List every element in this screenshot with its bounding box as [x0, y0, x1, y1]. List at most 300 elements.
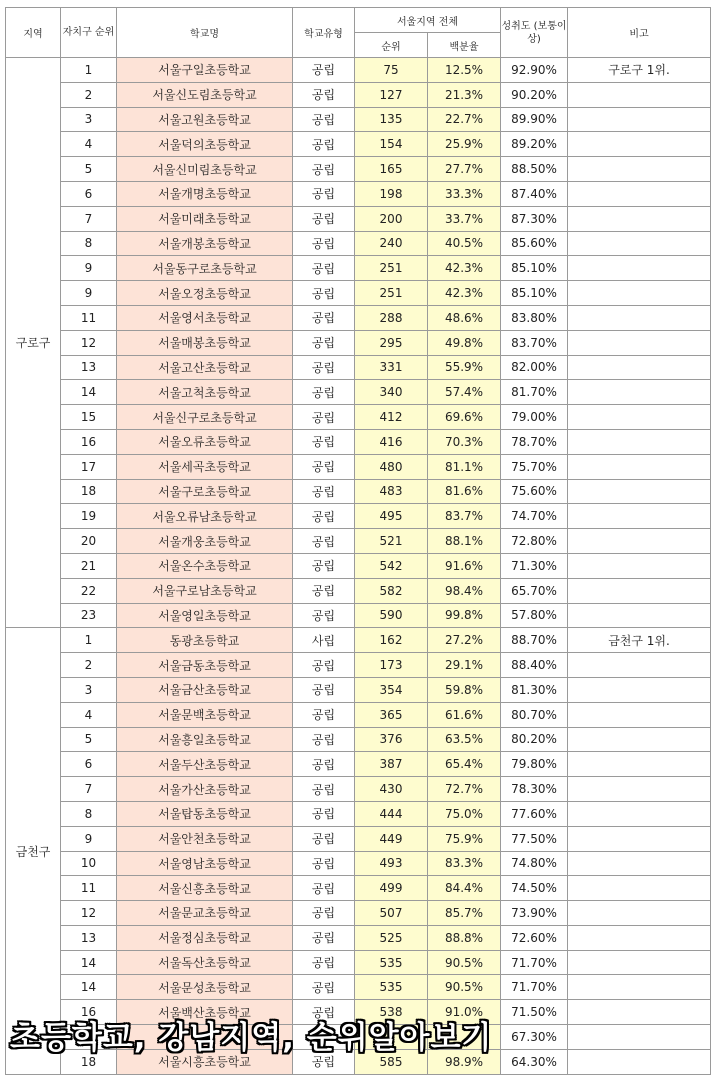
seoul-rank-cell: 387	[355, 752, 428, 777]
percentile-cell: 42.3%	[428, 256, 501, 281]
percentile-cell: 98.4%	[428, 578, 501, 603]
table-row	[6, 58, 711, 83]
achievement-cell: 71.30%	[501, 553, 568, 578]
school-type-cell: 공립	[293, 653, 355, 678]
note-cell	[568, 181, 711, 206]
seoul-rank-cell: 251	[355, 281, 428, 306]
school-name-cell: 서울금동초등학교	[117, 653, 293, 678]
percentile-cell: 27.2%	[428, 628, 501, 653]
table-row	[6, 801, 711, 826]
rank-cell: 4	[61, 132, 117, 157]
table-row	[6, 851, 711, 876]
school-name-cell: 서울개봉초등학교	[117, 231, 293, 256]
school-type-cell: 공립	[293, 876, 355, 901]
table-row	[6, 950, 711, 975]
percentile-cell: 57.4%	[428, 380, 501, 405]
seoul-rank-cell: 240	[355, 231, 428, 256]
rank-cell: 11	[61, 305, 117, 330]
table-row	[6, 925, 711, 950]
achievement-cell: 65.70%	[501, 578, 568, 603]
school-type-cell: 공립	[293, 330, 355, 355]
achievement-cell: 81.70%	[501, 380, 568, 405]
note-cell	[568, 305, 711, 330]
school-name-cell: 서울문성초등학교	[117, 975, 293, 1000]
note-cell	[568, 504, 711, 529]
rank-cell: 6	[61, 181, 117, 206]
percentile-cell: 88.1%	[428, 529, 501, 554]
note-cell	[568, 876, 711, 901]
rank-cell: 7	[61, 777, 117, 802]
school-type-cell: 공립	[293, 1000, 355, 1025]
rank-cell: 11	[61, 876, 117, 901]
seoul-rank-cell: 162	[355, 628, 428, 653]
note-cell	[568, 752, 711, 777]
percentile-cell: 42.3%	[428, 281, 501, 306]
table-row	[6, 206, 711, 231]
table-body	[6, 58, 711, 1075]
rank-cell: 9	[61, 256, 117, 281]
rank-cell: 2	[61, 82, 117, 107]
rank-cell: 14	[61, 975, 117, 1000]
note-cell	[568, 1000, 711, 1025]
percentile-cell: 33.3%	[428, 181, 501, 206]
achievement-cell: 75.70%	[501, 454, 568, 479]
achievement-cell: 82.00%	[501, 355, 568, 380]
achievement-cell: 88.40%	[501, 653, 568, 678]
school-type-cell: 공립	[293, 479, 355, 504]
school-name-cell: 동광초등학교	[117, 628, 293, 653]
note-cell	[568, 1049, 711, 1074]
table-row	[6, 727, 711, 752]
seoul-rank-cell: 585	[355, 1049, 428, 1074]
school-name-cell: 서울영남초등학교	[117, 851, 293, 876]
rank-cell: 20	[61, 529, 117, 554]
table-row	[6, 82, 711, 107]
table-row	[6, 901, 711, 926]
school-type-cell: 공립	[293, 752, 355, 777]
note-cell	[568, 677, 711, 702]
seoul-rank-cell: 412	[355, 405, 428, 430]
table-row	[6, 504, 711, 529]
school-type-cell: 공립	[293, 504, 355, 529]
school-name-cell: 서울온수초등학교	[117, 553, 293, 578]
school-name-cell: 서울신흥초등학교	[117, 876, 293, 901]
rank-cell: 1	[61, 58, 117, 83]
school-type-cell: 공립	[293, 677, 355, 702]
rank-cell: 23	[61, 603, 117, 628]
school-type-cell: 공립	[293, 553, 355, 578]
header-seoul-total: 서울지역 전체	[355, 8, 501, 33]
school-name-cell: 서울가산초등학교	[117, 777, 293, 802]
rank-cell: 9	[61, 826, 117, 851]
school-name-cell: 서울고척초등학교	[117, 380, 293, 405]
achievement-cell: 78.70%	[501, 429, 568, 454]
achievement-cell: 83.70%	[501, 330, 568, 355]
rank-cell: 1	[61, 628, 117, 653]
table-row	[6, 826, 711, 851]
achievement-cell: 74.80%	[501, 851, 568, 876]
note-cell	[568, 975, 711, 1000]
seoul-rank-cell: 75	[355, 58, 428, 83]
note-cell	[568, 1025, 711, 1050]
percentile-cell: 83.3%	[428, 851, 501, 876]
note-cell	[568, 330, 711, 355]
header-seoul-rank: 순위	[355, 33, 428, 58]
school-type-cell: 공립	[293, 801, 355, 826]
table-row	[6, 628, 711, 653]
note-cell	[568, 157, 711, 182]
school-type-cell: 공립	[293, 132, 355, 157]
seoul-rank-cell: 499	[355, 876, 428, 901]
note-cell	[568, 82, 711, 107]
ranking-table-container	[5, 7, 710, 1075]
table-row	[6, 578, 711, 603]
rank-cell: 12	[61, 330, 117, 355]
school-name-cell: 서울고산초등학교	[117, 355, 293, 380]
seoul-rank-cell: 495	[355, 504, 428, 529]
achievement-cell: 88.70%	[501, 628, 568, 653]
achievement-cell: 64.30%	[501, 1049, 568, 1074]
note-cell	[568, 529, 711, 554]
seoul-rank-cell: 542	[355, 553, 428, 578]
table-row	[6, 405, 711, 430]
school-ranking-table	[5, 7, 711, 1075]
achievement-cell: 79.80%	[501, 752, 568, 777]
school-type-cell: 공립	[293, 529, 355, 554]
table-row	[6, 876, 711, 901]
rank-cell: 4	[61, 702, 117, 727]
school-name-cell: 서울두산초등학교	[117, 752, 293, 777]
percentile-cell: 75.9%	[428, 826, 501, 851]
seoul-rank-cell: 376	[355, 727, 428, 752]
seoul-rank-cell: 288	[355, 305, 428, 330]
region-cell: 구로구	[6, 58, 61, 628]
percentile-cell: 27.7%	[428, 157, 501, 182]
percentile-cell: 63.5%	[428, 727, 501, 752]
seoul-rank-cell: 444	[355, 801, 428, 826]
achievement-cell: 80.70%	[501, 702, 568, 727]
school-type-cell: 공립	[293, 727, 355, 752]
school-name-cell: 서울구일초등학교	[117, 58, 293, 83]
achievement-cell: 75.60%	[501, 479, 568, 504]
rank-cell: 7	[61, 206, 117, 231]
percentile-cell: 91.0%	[428, 1000, 501, 1025]
rank-cell: 2	[61, 653, 117, 678]
percentile-cell: 81.1%	[428, 454, 501, 479]
table-row	[6, 479, 711, 504]
rank-cell: 13	[61, 355, 117, 380]
achievement-cell: 80.20%	[501, 727, 568, 752]
achievement-cell: 85.10%	[501, 256, 568, 281]
header-school: 학교명	[117, 8, 293, 58]
school-type-cell: 공립	[293, 107, 355, 132]
school-type-cell: 공립	[293, 777, 355, 802]
seoul-rank-cell: 295	[355, 330, 428, 355]
seoul-rank-cell: 480	[355, 454, 428, 479]
seoul-rank-cell: 525	[355, 925, 428, 950]
school-name-cell: 서울오류초등학교	[117, 429, 293, 454]
note-cell	[568, 405, 711, 430]
school-name-cell: 서울탑동초등학교	[117, 801, 293, 826]
seoul-rank-cell: 365	[355, 702, 428, 727]
table-row	[6, 752, 711, 777]
table-row	[6, 281, 711, 306]
table-header	[6, 8, 711, 58]
percentile-cell: 69.6%	[428, 405, 501, 430]
school-name-cell: 서울신구로초등학교	[117, 405, 293, 430]
rank-cell: 16	[61, 429, 117, 454]
school-type-cell: 공립	[293, 429, 355, 454]
header-type: 학교유형	[293, 8, 355, 58]
note-cell: 구로구 1위.	[568, 58, 711, 83]
percentile-cell: 55.9%	[428, 355, 501, 380]
seoul-rank-cell: 354	[355, 677, 428, 702]
achievement-cell: 90.20%	[501, 82, 568, 107]
rank-cell: 10	[61, 851, 117, 876]
rank-cell: 19	[61, 504, 117, 529]
school-name-cell: 서울개웅초등학교	[117, 529, 293, 554]
table-row	[6, 603, 711, 628]
seoul-rank-cell: 483	[355, 479, 428, 504]
achievement-cell: 85.10%	[501, 281, 568, 306]
school-type-cell: 사립	[293, 628, 355, 653]
school-type-cell: 공립	[293, 702, 355, 727]
rank-cell: 5	[61, 157, 117, 182]
note-cell	[568, 801, 711, 826]
percentile-cell: 65.4%	[428, 752, 501, 777]
region-cell: 금천구	[6, 628, 61, 1074]
school-type-cell: 공립	[293, 603, 355, 628]
achievement-cell: 87.30%	[501, 206, 568, 231]
seoul-rank-cell: 173	[355, 653, 428, 678]
achievement-cell: 57.80%	[501, 603, 568, 628]
note-cell	[568, 355, 711, 380]
percentile-cell: 88.8%	[428, 925, 501, 950]
achievement-cell: 83.80%	[501, 305, 568, 330]
achievement-cell: 79.00%	[501, 405, 568, 430]
achievement-cell: 71.50%	[501, 1000, 568, 1025]
rank-cell: 9	[61, 281, 117, 306]
achievement-cell: 85.60%	[501, 231, 568, 256]
school-name-cell: 서울정심초등학교	[117, 925, 293, 950]
school-name-cell: 서울개명초등학교	[117, 181, 293, 206]
school-type-cell: 공립	[293, 826, 355, 851]
note-cell	[568, 206, 711, 231]
achievement-cell: 77.60%	[501, 801, 568, 826]
achievement-cell: 71.70%	[501, 950, 568, 975]
achievement-cell: 72.80%	[501, 529, 568, 554]
school-type-cell: 공립	[293, 181, 355, 206]
percentile-cell: 25.9%	[428, 132, 501, 157]
percentile-cell: 22.7%	[428, 107, 501, 132]
school-name-cell: 서울신도림초등학교	[117, 82, 293, 107]
school-name-cell: 서울영서초등학교	[117, 305, 293, 330]
achievement-cell: 74.50%	[501, 876, 568, 901]
achievement-cell: 72.60%	[501, 925, 568, 950]
table-row	[6, 181, 711, 206]
percentile-cell: 83.7%	[428, 504, 501, 529]
school-name-cell: 서울금산초등학교	[117, 677, 293, 702]
school-name-cell: 서울세곡초등학교	[117, 454, 293, 479]
header-achievement: 성취도 (보통이상)	[501, 8, 568, 58]
school-name-cell: 서울덕의초등학교	[117, 132, 293, 157]
rank-cell: 18	[61, 1049, 117, 1074]
rank-cell: 22	[61, 578, 117, 603]
note-cell	[568, 281, 711, 306]
achievement-cell: 77.50%	[501, 826, 568, 851]
percentile-cell: 48.6%	[428, 305, 501, 330]
school-type-cell: 공립	[293, 454, 355, 479]
achievement-cell: 78.30%	[501, 777, 568, 802]
seoul-rank-cell: 582	[355, 578, 428, 603]
seoul-rank-cell: 521	[355, 529, 428, 554]
table-row	[6, 529, 711, 554]
percentile-cell: 61.6%	[428, 702, 501, 727]
school-name-cell: 서울오정초등학교	[117, 281, 293, 306]
rank-cell: 17	[61, 454, 117, 479]
percentile-cell: 72.7%	[428, 777, 501, 802]
school-name-cell: 서울흥일초등학교	[117, 727, 293, 752]
school-name-cell: 서울안천초등학교	[117, 826, 293, 851]
school-type-cell: 공립	[293, 950, 355, 975]
achievement-cell: 81.30%	[501, 677, 568, 702]
table-row	[6, 231, 711, 256]
school-name-cell: 서울독산초등학교	[117, 950, 293, 975]
rank-cell: 14	[61, 380, 117, 405]
school-name-cell: 서울문백초등학교	[117, 702, 293, 727]
percentile-cell: 33.7%	[428, 206, 501, 231]
achievement-cell: 89.20%	[501, 132, 568, 157]
school-name-cell: 서울구로남초등학교	[117, 578, 293, 603]
school-type-cell: 공립	[293, 851, 355, 876]
note-cell	[568, 107, 711, 132]
table-row	[6, 777, 711, 802]
achievement-cell: 73.90%	[501, 901, 568, 926]
percentile-cell: 98.9%	[428, 1049, 501, 1074]
seoul-rank-cell: 331	[355, 355, 428, 380]
table-row	[6, 132, 711, 157]
percentile-cell: 12.5%	[428, 58, 501, 83]
table-row	[6, 157, 711, 182]
school-type-cell: 공립	[293, 975, 355, 1000]
percentile-cell: 40.5%	[428, 231, 501, 256]
achievement-cell: 67.30%	[501, 1025, 568, 1050]
school-name-cell: 서울영일초등학교	[117, 603, 293, 628]
school-type-cell: 공립	[293, 578, 355, 603]
seoul-rank-cell: 538	[355, 1000, 428, 1025]
achievement-cell: 71.70%	[501, 975, 568, 1000]
table-row	[6, 429, 711, 454]
rank-cell: 14	[61, 950, 117, 975]
rank-cell: 8	[61, 801, 117, 826]
note-cell	[568, 429, 711, 454]
note-cell	[568, 132, 711, 157]
achievement-cell: 87.40%	[501, 181, 568, 206]
percentile-cell: 75.0%	[428, 801, 501, 826]
seoul-rank-cell: 165	[355, 157, 428, 182]
seoul-rank-cell: 430	[355, 777, 428, 802]
percentile-cell: 70.3%	[428, 429, 501, 454]
header-percentile: 백분율	[428, 33, 501, 58]
rank-cell: 5	[61, 727, 117, 752]
note-cell	[568, 553, 711, 578]
percentile-cell: 81.6%	[428, 479, 501, 504]
school-type-cell: 공립	[293, 1049, 355, 1074]
seoul-rank-cell: 251	[355, 256, 428, 281]
table-row	[6, 256, 711, 281]
percentile-cell: 85.7%	[428, 901, 501, 926]
rank-cell: 13	[61, 925, 117, 950]
school-name-cell: 서울신미림초등학교	[117, 157, 293, 182]
achievement-cell: 92.90%	[501, 58, 568, 83]
school-type-cell: 공립	[293, 58, 355, 83]
percentile-cell: 21.3%	[428, 82, 501, 107]
school-name-cell: 서울문교초등학교	[117, 901, 293, 926]
rank-cell: 3	[61, 677, 117, 702]
school-name-cell: 서울미래초등학교	[117, 206, 293, 231]
seoul-rank-cell: 493	[355, 851, 428, 876]
achievement-cell: 74.70%	[501, 504, 568, 529]
school-name-cell: 서울고원초등학교	[117, 107, 293, 132]
note-cell	[568, 256, 711, 281]
seoul-rank-cell: 590	[355, 603, 428, 628]
seoul-rank-cell: 135	[355, 107, 428, 132]
achievement-cell: 89.90%	[501, 107, 568, 132]
table-row	[6, 553, 711, 578]
school-type-cell: 공립	[293, 405, 355, 430]
percentile-cell: 49.8%	[428, 330, 501, 355]
rank-cell: 18	[61, 479, 117, 504]
note-cell	[568, 380, 711, 405]
rank-cell: 6	[61, 752, 117, 777]
rank-cell: 3	[61, 107, 117, 132]
rank-cell: 21	[61, 553, 117, 578]
percentile-cell: 99.8%	[428, 603, 501, 628]
percentile-cell: 59.8%	[428, 677, 501, 702]
school-type-cell: 공립	[293, 281, 355, 306]
table-row	[6, 653, 711, 678]
seoul-rank-cell: 535	[355, 975, 428, 1000]
seoul-rank-cell: 127	[355, 82, 428, 107]
seoul-rank-cell: 340	[355, 380, 428, 405]
note-cell	[568, 231, 711, 256]
overlay-caption: 초등학교, 강남지역, 순위알아보기	[10, 1020, 493, 1056]
achievement-cell: 88.50%	[501, 157, 568, 182]
header-note: 비고	[568, 8, 711, 58]
table-row	[6, 975, 711, 1000]
rank-cell: 8	[61, 231, 117, 256]
table-row	[6, 677, 711, 702]
note-cell	[568, 653, 711, 678]
school-name-cell: 서울동구로초등학교	[117, 256, 293, 281]
school-type-cell: 공립	[293, 925, 355, 950]
note-cell	[568, 851, 711, 876]
note-cell	[568, 901, 711, 926]
school-name-cell: 서울오류남초등학교	[117, 504, 293, 529]
percentile-cell: 90.5%	[428, 975, 501, 1000]
school-type-cell: 공립	[293, 355, 355, 380]
table-row	[6, 330, 711, 355]
school-type-cell: 공립	[293, 380, 355, 405]
school-name-cell: 서울구로초등학교	[117, 479, 293, 504]
seoul-rank-cell: 200	[355, 206, 428, 231]
percentile-cell: 29.1%	[428, 653, 501, 678]
school-type-cell: 공립	[293, 305, 355, 330]
note-cell	[568, 727, 711, 752]
seoul-rank-cell: 449	[355, 826, 428, 851]
school-type-cell: 공립	[293, 206, 355, 231]
table-row	[6, 107, 711, 132]
